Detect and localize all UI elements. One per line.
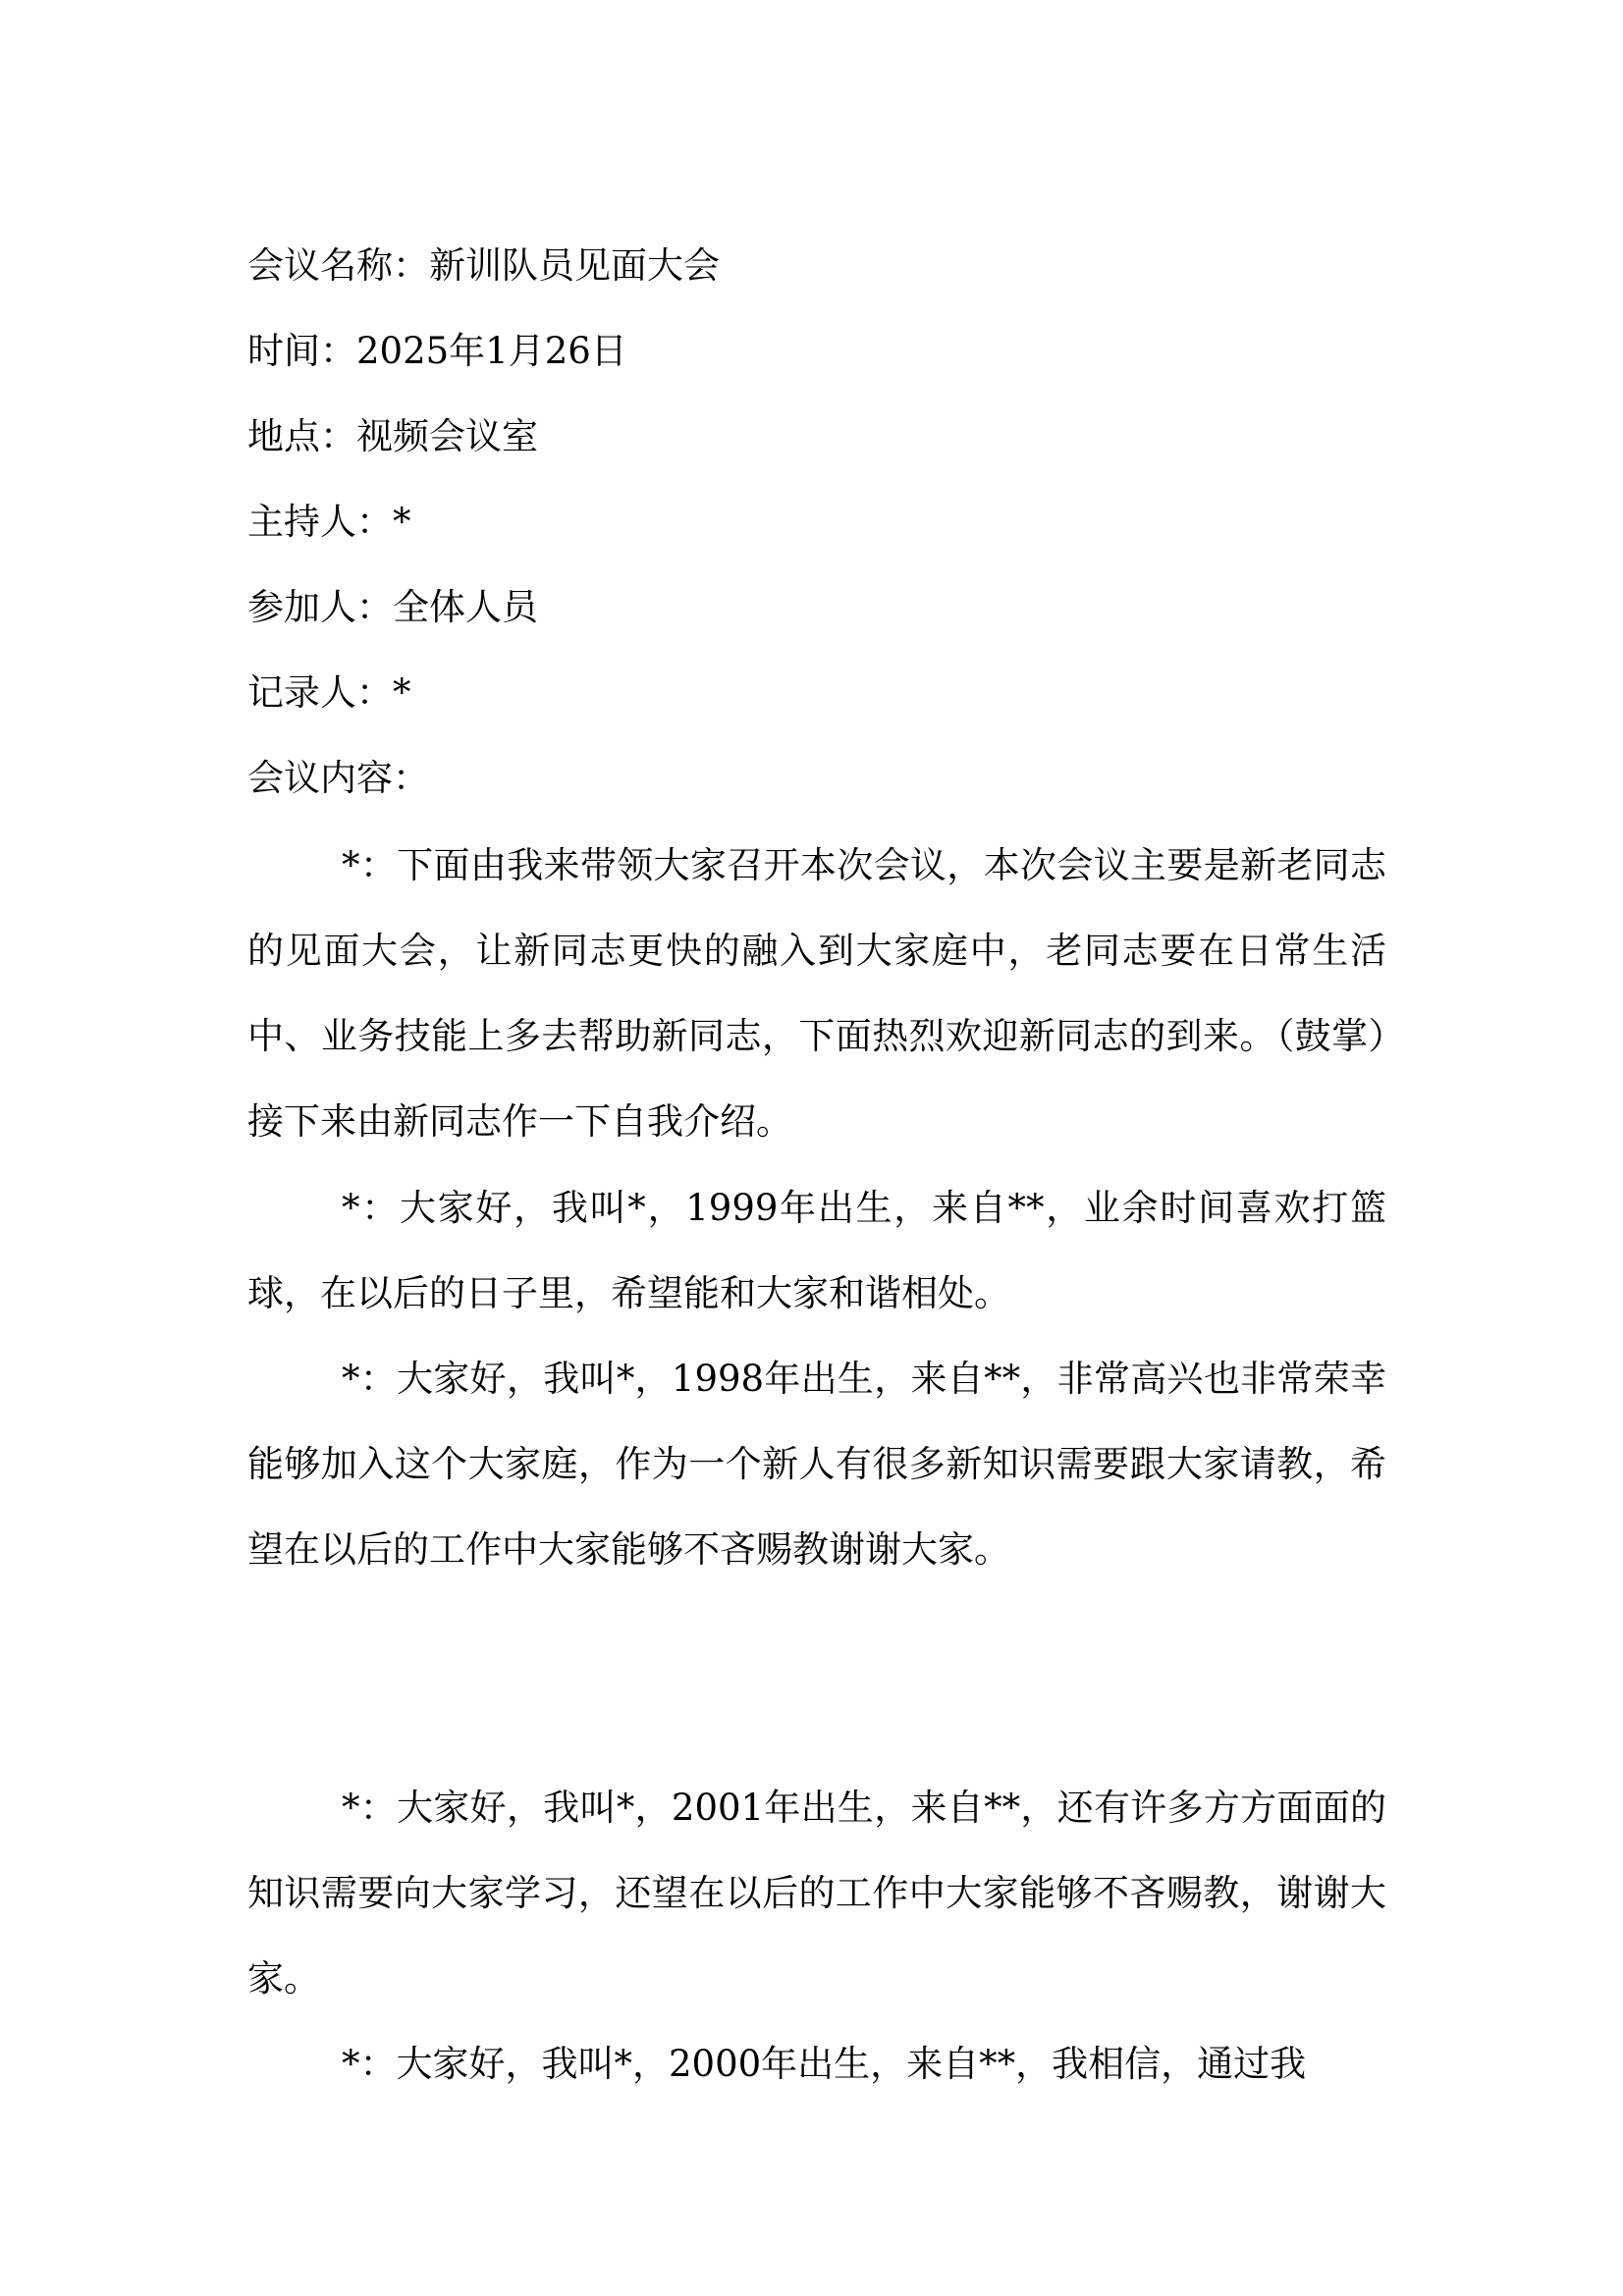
meeting-time: 时间：2025年1月26日 [247, 330, 627, 372]
meeting-host: 主持人：* [247, 501, 411, 543]
paragraph-intro-1: *：大家好，我叫*，1999年出生，来自**，业余时间喜欢打篮球，在以后的日子里，希望能和大家和谐相处。 [247, 1187, 1386, 1314]
meeting-location: 地点：视频会议室 [247, 415, 538, 457]
paragraph-intro-2: *：大家好，我叫*，1998年出生，来自**，非常高兴也非常荣幸能够加入这个大家庭，作为一个新人有很多新知识需要跟大家请教，希望在以后的工作中大家能够不吝赐教谢谢大家。 [247, 1358, 1386, 1571]
meeting-name: 会议名称：新训队员见面大会 [247, 244, 720, 287]
paragraph-opening: *：下面由我来带领大家召开本次会议，本次会议主要是新老同志的见面大会，让新同志更快的融入到大家庭中，老同志要在日常生活中、业务技能上多去帮助新同志，下面热烈欢迎新同志的到来。（鼓掌）接下来由新同志作一下自我介绍。 [247, 844, 1386, 1143]
meeting-content-label: 会议内容： [247, 757, 429, 799]
paragraph-intro-3: *：大家好，我叫*，2001年出生，来自**，还有许多方方面面的知识需要向大家学习，还望在以后的工作中大家能够不吝赐教，谢谢大家。 [247, 1787, 1386, 2000]
meeting-attendees: 参加人：全体人员 [247, 586, 538, 628]
paragraph-intro-4: *：大家好，我叫*，2000年出生，来自**，我相信，通过我 [342, 2043, 1307, 2085]
meeting-recorder: 记录人：* [247, 671, 411, 714]
